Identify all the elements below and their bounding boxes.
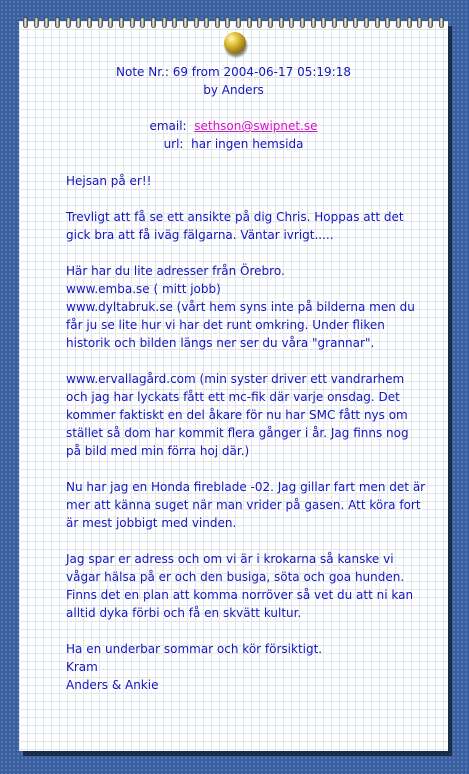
spiral-coil [289, 17, 294, 28]
note-title: Note Nr.: 69 from 2004-06-17 05:19:18 [116, 65, 351, 79]
spiral-coil [332, 17, 337, 28]
spiral-coil [257, 17, 262, 28]
spiral-coil [385, 17, 390, 28]
paragraph-5: Jag spar er adress och om vi är i krokarna så kanske vi vågar hälsa på er och den busiga, söta och goa hunden. Finns det en plan att komma norröver så vet du att ni kan alltid dyka förbi och få en skvätt kultur. [66, 552, 414, 620]
spiral-coil [55, 17, 60, 28]
spiral-coil [87, 17, 92, 28]
spiral-coil [353, 17, 358, 28]
note-header [19, 63, 448, 153]
url-row [19, 135, 448, 153]
spiral-coil [23, 17, 28, 28]
spiral-coil [162, 17, 167, 28]
spiral-binding [19, 17, 448, 29]
url-label: url: [163, 137, 184, 151]
spiral-coil [215, 17, 220, 28]
email-row [19, 117, 448, 135]
spiral-coil [66, 17, 71, 28]
spiral-coil [343, 17, 348, 28]
signature-line-1: Kram [66, 660, 98, 674]
paragraph-3: www.ervallagård.com (min syster driver ett vandrarhem och jag har lyckats fått ett mc-fik där varje onsdag. Det kommer faktiskt en del åkare för nu har SMC fått nys om stället så dom har kommit flera gånger i år. Jag finns nog på bild med min förra hoj där.) [66, 372, 409, 458]
spiral-coil [108, 17, 113, 28]
spiral-coil [76, 17, 81, 28]
signature [66, 640, 426, 694]
paragraph-1: Trevligt att få se ett ansikte på dig Chris. Hoppas att det gick bra att få iväg fälgarna. Väntar ivrigt..... [66, 210, 404, 242]
spiral-coil [151, 17, 156, 28]
spiral-coil [417, 17, 422, 28]
spiral-coil [98, 17, 103, 28]
paragraph-2-link-1: www.emba.se ( mitt jobb) [66, 282, 221, 296]
email-label: email: [149, 119, 187, 133]
spiral-coil [396, 17, 401, 28]
greeting: Hejsan på er!! [66, 174, 152, 188]
spiral-coil [194, 17, 199, 28]
note-author: by Anders [203, 83, 264, 97]
spiral-coil [364, 17, 369, 28]
spiral-coil [204, 17, 209, 28]
spiral-coil [268, 17, 273, 28]
closing-line: Ha en underbar sommar och kör försiktigt. [66, 642, 323, 656]
spiral-coil [279, 17, 284, 28]
email-link[interactable]: sethson@swipnet.se [194, 119, 318, 133]
paragraph-4: Nu har jag en Honda fireblade -02. Jag gillar fart men det är mer att känna suget när man vrider på gasen. Att köra fort är mest jobbigt med vinden. [66, 480, 426, 530]
spiral-coil [236, 17, 241, 28]
spiral-coil [225, 17, 230, 28]
pushpin-icon [224, 32, 246, 54]
signature-line-2: Anders & Ankie [66, 678, 159, 692]
spiral-coil [119, 17, 124, 28]
paragraph-2-link-2: www.dyltabruk.se (vårt hem syns inte på bilderna men du får ju se lite hur vi har det runt omkring. Under fliken historik och bilden längs ner ser du våra "grannar". [66, 300, 415, 350]
paragraph-2 [66, 262, 426, 352]
spiral-coil [300, 17, 305, 28]
spiral-coil [428, 17, 433, 28]
spiral-coil [247, 17, 252, 28]
url-value: har ingen hemsida [191, 137, 304, 151]
spiral-coil [34, 17, 39, 28]
spiral-coil [172, 17, 177, 28]
spiral-coil [130, 17, 135, 28]
paragraph-2-intro: Här har du lite adresser från Örebro. [66, 264, 285, 278]
spiral-coil [44, 17, 49, 28]
spiral-coil [407, 17, 412, 28]
spiral-coil [311, 17, 316, 28]
spiral-coil [439, 17, 444, 28]
spiral-coil [321, 17, 326, 28]
spiral-coil [140, 17, 145, 28]
spiral-coil [375, 17, 380, 28]
message-body [66, 172, 426, 712]
spiral-coil [183, 17, 188, 28]
notepad-page [19, 21, 448, 751]
